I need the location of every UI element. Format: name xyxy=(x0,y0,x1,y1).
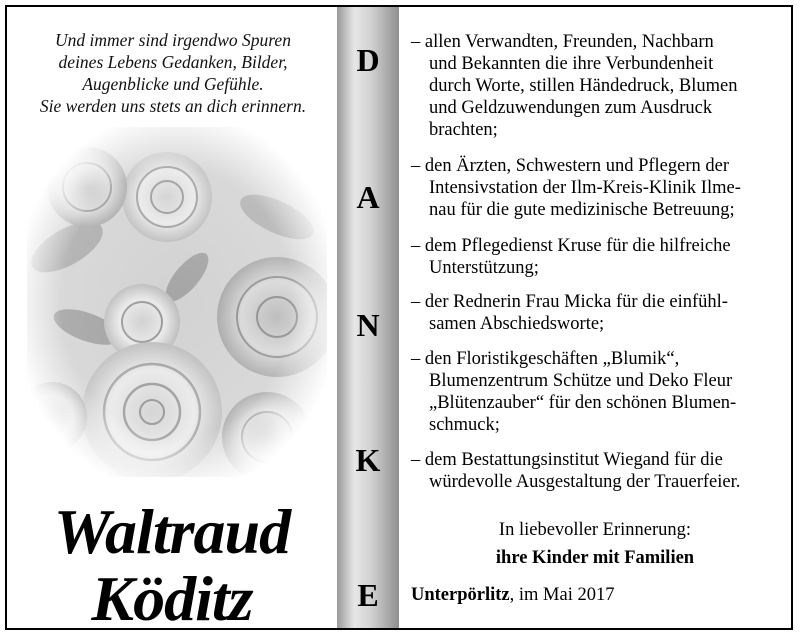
thanks-item xyxy=(411,235,791,279)
thanks-item xyxy=(411,348,791,436)
poem-line: Augenblicke und Gefühle. xyxy=(82,74,264,94)
closing-signature: ihre Kinder mit Familien xyxy=(495,548,695,568)
thanks-line: samen Abschiedsworte; xyxy=(429,314,605,334)
thanks-line: durch Worte, stillen Händedruck, Blumen xyxy=(429,76,738,96)
danke-letter: D xyxy=(356,42,380,78)
thanks-line: Unterstützung; xyxy=(429,258,539,278)
thanks-line: – allen Verwandten, Freunden, Nachbarn xyxy=(411,32,714,52)
thanks-line: – den Ärzten, Schwestern und Pflegern der xyxy=(411,156,729,176)
thanks-line: – den Floristikgeschäften „Blumik“, xyxy=(411,349,680,369)
place-town: Unterpörlitz xyxy=(411,585,510,605)
closing-line: In liebevoller Erinnerung: xyxy=(498,520,692,540)
poem xyxy=(19,29,327,117)
roses-image xyxy=(27,127,327,477)
obituary-card xyxy=(5,5,793,634)
thanks-item xyxy=(411,449,791,493)
thanks-panel xyxy=(399,7,791,628)
thanks-line: nau für die gute medizinische Betreuung; xyxy=(429,200,735,220)
thanks-line: – dem Bestattungsinstitut Wiegand für die xyxy=(411,450,723,470)
danke-letter: A xyxy=(356,179,380,215)
thanks-item xyxy=(411,31,791,141)
left-panel xyxy=(7,7,337,634)
thanks-line: schmuck; xyxy=(429,415,500,435)
thanks-line: würdevolle Ausgestaltung der Trauerfeier. xyxy=(429,472,741,492)
poem-line: deines Lebens Gedanken, Bilder, xyxy=(58,52,288,72)
danke-letter: K xyxy=(355,442,381,478)
thanks-line: brachten; xyxy=(429,120,498,140)
place-date xyxy=(411,584,614,606)
danke-strip xyxy=(337,7,399,628)
thanks-line: Intensivstation der Ilm-Kreis-Klinik Ilme- xyxy=(429,178,741,198)
poem-line: Sie werden uns stets an dich erinnern. xyxy=(39,96,307,116)
poem-line: Und immer sind irgendwo Spuren xyxy=(55,30,291,50)
name-first: Waltraud xyxy=(53,496,291,567)
name-last: Köditz xyxy=(91,563,253,634)
thanks-line: und Geldzuwendungen zum Ausdruck xyxy=(429,98,713,118)
thanks-item xyxy=(411,155,791,221)
place-date-text: , im Mai 2017 xyxy=(509,585,615,605)
thanks-line: Blumenzentrum Schütze und Deko Fleur xyxy=(429,371,733,391)
danke-letter: E xyxy=(357,577,379,613)
thanks-line: – dem Pflegedienst Kruse für die hilfreiche xyxy=(411,236,731,256)
thanks-item xyxy=(411,291,791,335)
thanks-line: „Blütenzauber“ für den schönen Blumen- xyxy=(429,393,737,413)
thanks-line: und Bekannten die ihre Verbundenheit xyxy=(429,54,714,74)
danke-letter: N xyxy=(356,307,380,343)
thanks-line: – der Rednerin Frau Micka für die einfühl- xyxy=(411,292,728,312)
